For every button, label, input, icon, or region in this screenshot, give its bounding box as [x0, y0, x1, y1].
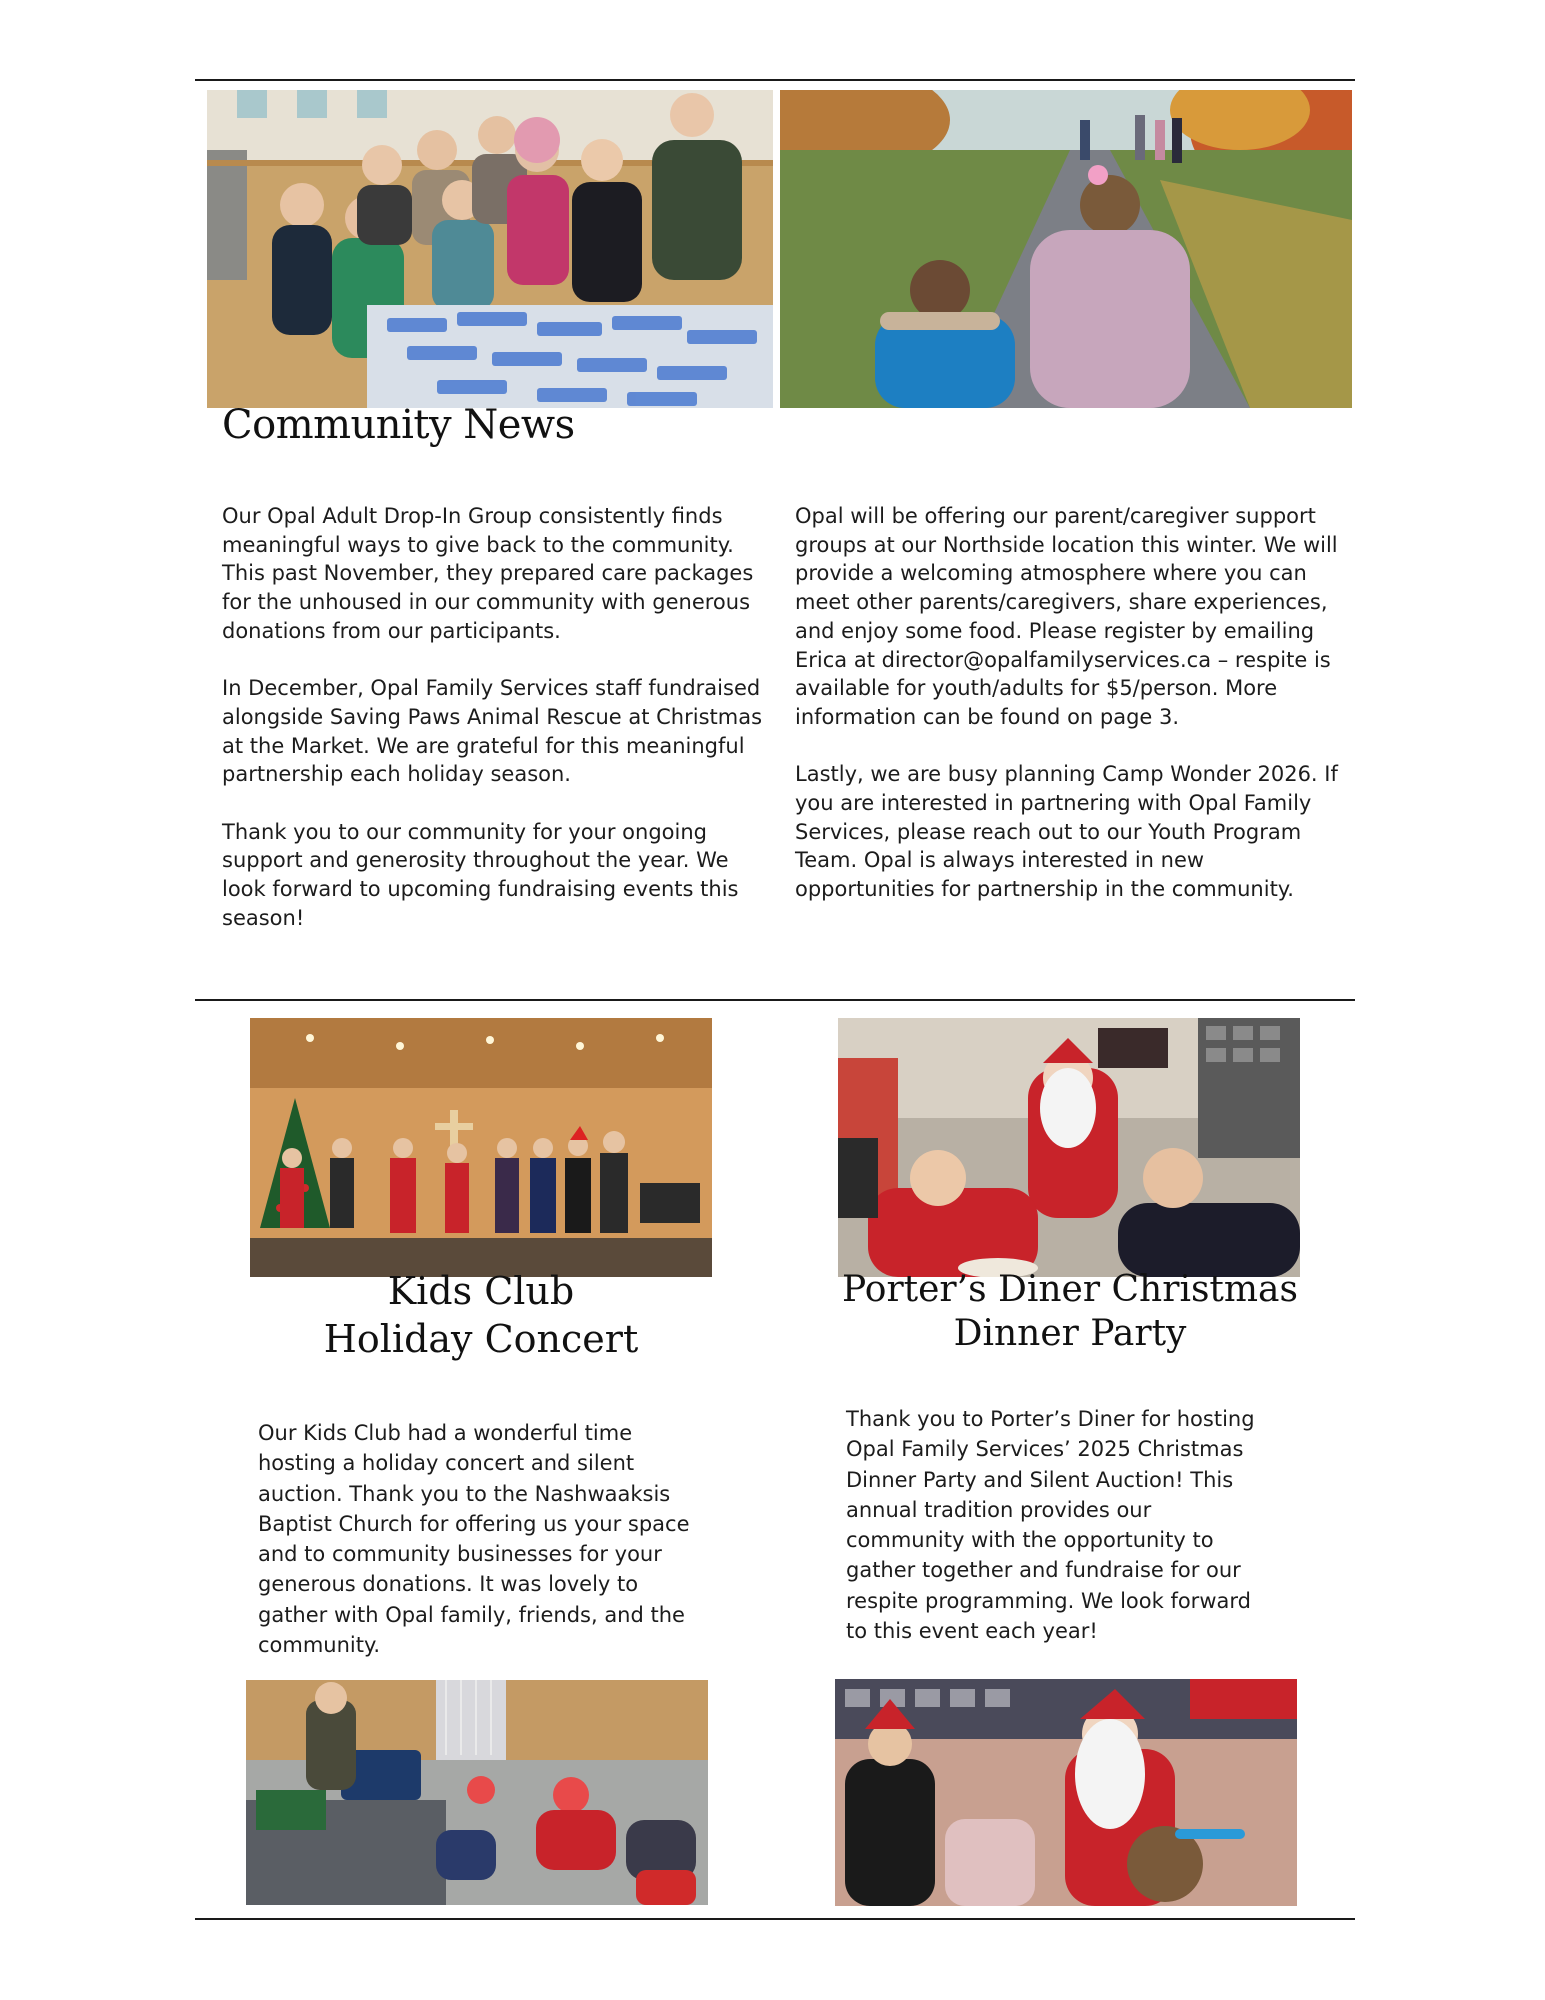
care-packages-group-photo: [207, 90, 773, 408]
left-paragraph-3: Thank you to our community for your ongoing support and generosity throughout the year. We look forward to upcoming fundraising events this season!: [222, 819, 739, 930]
holiday-concert-photo: [250, 1018, 712, 1277]
autumn-walk-photo: [780, 90, 1352, 408]
kids-club-body: Our Kids Club had a wonderful time hosting a holiday concert and silent auction. Thank you to the Nashwaaksis Baptist Church for offering us your space and to community businesses for your generous donations. It was lovely to gather with Opal family, friends, and the community.: [258, 1421, 690, 1658]
community-news-right-column: [795, 502, 1345, 904]
porters-diner-santa-photo: [838, 1018, 1300, 1277]
left-paragraph-1: Our Opal Adult Drop-In Group consistently finds meaningful ways to give back to the community. This past November, they prepared care packages for the unhoused in our community with generous donations from our participants.: [222, 504, 754, 643]
bottom-divider: [195, 1918, 1355, 1920]
kids-club-title-line-2: Holiday Concert: [323, 1316, 639, 1361]
community-news-title: Community News: [222, 402, 575, 448]
right-paragraph-2: Lastly, we are busy planning Camp Wonder 2026. If you are interested in partnering with Opal Family Services, please reach out to our Youth Program Team. Opal is always interested in new opportunities for partnership in the community.: [795, 762, 1338, 902]
left-paragraph-2: In December, Opal Family Services staff fundraised alongside Saving Paws Animal Rescue at Christmas at the Market. We are grateful for this meaningful partnership each holiday season.: [222, 676, 763, 787]
community-news-left-column: [222, 502, 772, 933]
kids-club-title: [250, 1268, 712, 1363]
top-divider: [195, 79, 1355, 81]
porters-santa-with-kids-photo: [835, 1679, 1297, 1906]
silent-auction-kids-photo: [246, 1680, 708, 1905]
porters-title-line-2: Dinner Party: [953, 1312, 1187, 1354]
porters-diner-title: [820, 1268, 1320, 1356]
porters-title-line-1: Porter’s Diner Christmas: [842, 1269, 1298, 1310]
porters-diner-body: Thank you to Porter’s Diner for hosting Opal Family Services’ 2025 Christmas Dinner Party and Silent Auction! This annual tradition provides our community with the opportunity to gather together and fundraise for our respite programming. We look forward to this event each year!: [846, 1407, 1255, 1644]
middle-divider: [195, 999, 1355, 1001]
kids-club-title-line-1: Kids Club: [387, 1269, 575, 1313]
right-paragraph-1: Opal will be offering our parent/caregiver support groups at our Northside location this winter. We will provide a welcoming atmosphere where you can meet other parents/caregivers, share experiences, and enjoy some food. Please register by emailing Erica at director@opalfamilyservices.ca – respite is available for youth/adults for $5/person. More information can be found on page 3.: [795, 504, 1338, 729]
